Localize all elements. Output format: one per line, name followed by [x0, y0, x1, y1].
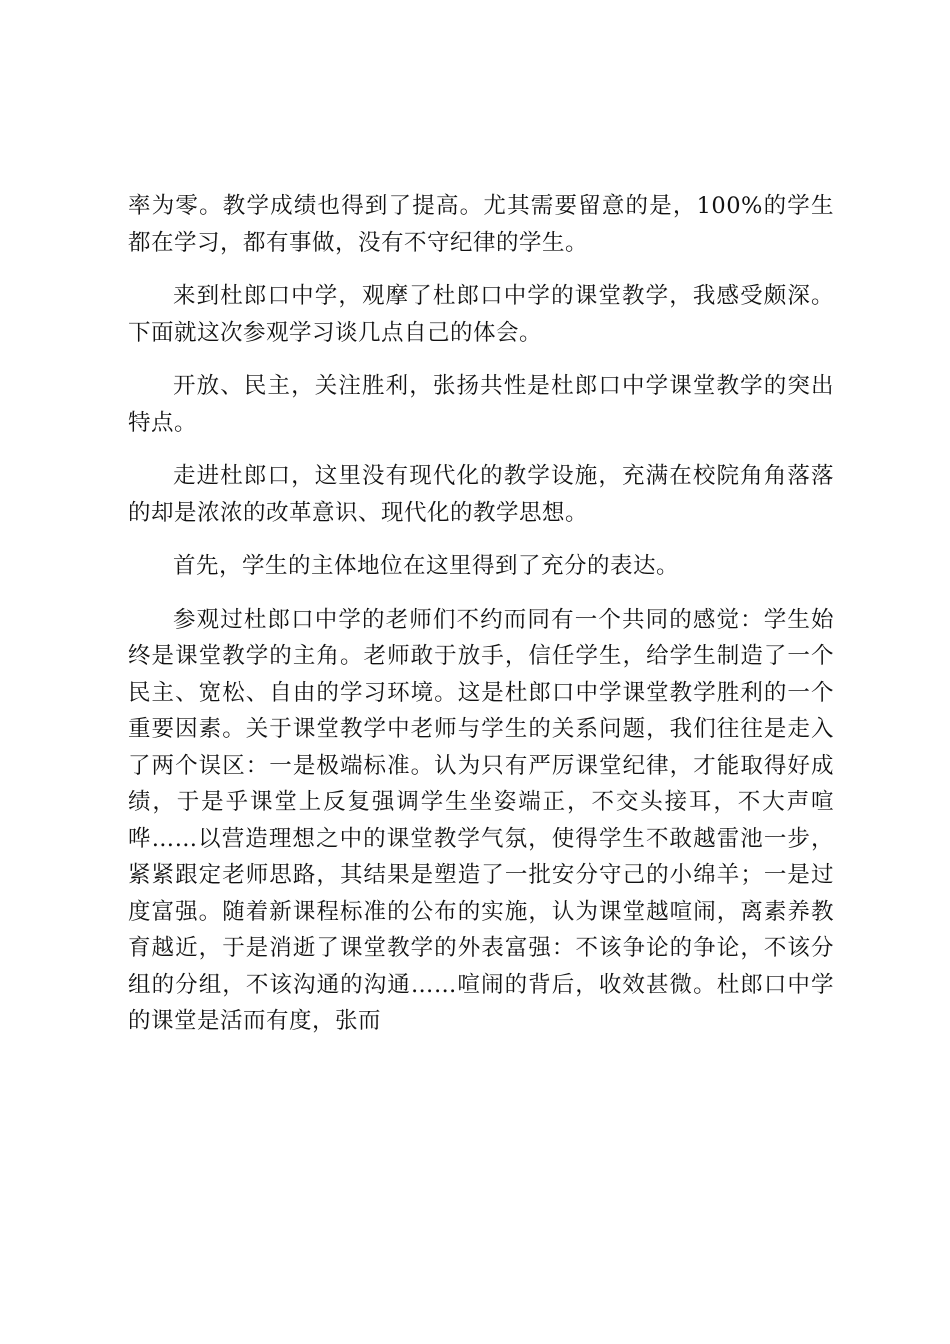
paragraph-continued: 率为零。教学成绩也得到了提高。尤其需要留意的是，100%的学生都在学习，都有事做，没有不守纪律的学生。 [128, 193, 834, 256]
paragraph: 参观过杜郎口中学的老师们不约而同有一个共同的感觉：学生始终是课堂教学的主角。老师敢于放手，信任学生，给学生制造了一个民主、宽松、自由的学习环境。这是杜郎口中学课堂教学胜利的一个重要因素。关于课堂教学中老师与学生的关系问题，我们往往是走入了两个误区：一是极端标准。认为只有严厉课堂纪律，才能取得好成绩，于是乎课堂上反复强调学生坐姿端正，不交头接耳，不大声喧哗……以营造理想之中的课堂教学气氛，使得学生不敢越雷池一步，紧紧跟定老师思路，其结果是塑造了一批安分守己的小绵羊；一是过度富强。随着新课程标准的公布的实施，认为课堂越喧闹，离素养教育越近，于是消逝了课堂教学的外表富强：不该争论的争论，不该分组的分组，不该沟通的沟通……喧闹的背后，收效甚微。杜郎口中学的课堂是活而有度，张而 [128, 606, 834, 1034]
paragraph: 来到杜郎口中学，观摩了杜郎口中学的课堂教学，我感受颇深。下面就这次参观学习谈几点自己的体会。 [128, 283, 834, 346]
paragraph: 走进杜郎口，这里没有现代化的教学设施，充满在校院角角落落的却是浓浓的改革意识、现代化的教学思想。 [128, 463, 834, 526]
paragraph: 首先，学生的主体地位在这里得到了充分的表达。 [173, 553, 680, 579]
paragraph: 开放、民主，关注胜利，张扬共性是杜郎口中学课堂教学的突出特点。 [128, 373, 834, 436]
document-body [128, 188, 834, 1057]
